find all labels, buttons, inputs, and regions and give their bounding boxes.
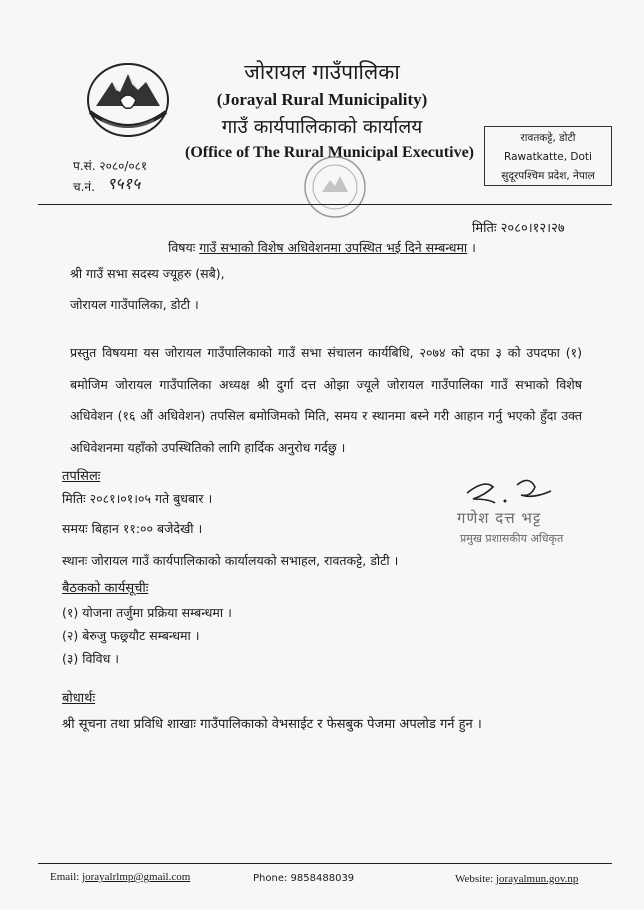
footer-phone (253, 873, 354, 884)
address-line-3: सुदूरपश्चिम प्रदेश, नेपाल (501, 170, 595, 182)
subject-text: गाउँ सभाको विशेष अधिवेशनमा उपस्थित भई दिने सम्बन्धमा (199, 240, 468, 255)
recipient-line-2: जोरायल गाउँपालिका, डोटी । (70, 297, 199, 312)
footer-email (50, 871, 190, 883)
email-label: Email: (50, 871, 80, 883)
letter-body: प्रस्तुत विषयमा यस जोरायल गाउँपालिकाको गाउँ सभा संचालन कार्यबिधि, २०७४ को दफा ३ को उपदफा (१) बमोजिम जोरायल गाउँपालिका अध्यक्ष श्री दुर्गा दत्त ओझा ज्यूले जोरायल गाउँपालिका गाउँ सभाको विशेष अधिवेशन (१६ औं अधिवेशन) तपसिल बमोजिमको मिति, समय र स्थानमा बस्ने गरी आहान गर्नु भएको हुँदा उक्त अधिवेशनमा यहाँको उपस्थितिको लागि हार्दिक अनुरोध गर्दछु । (70, 345, 582, 455)
cc-line: श्री सूचना तथा प्रविधि शाखाः गाउँपालिकाको वेभसाईट र फेसबुक पेजमा अपलोड गर्न हुन । (62, 717, 482, 732)
office-name-en: (Office of The Rural Municipal Executive) (185, 144, 474, 161)
office-name-np: गाउँ कार्यपालिकाको कार्यालय (221, 116, 423, 138)
address-line-2: Rawatkatte, Doti (504, 151, 592, 163)
letter-date: मितिः २०८०।१२।२७ (472, 221, 565, 236)
website-label: Website: (455, 873, 494, 885)
phone-number: 9858488039 (290, 873, 355, 884)
municipality-name-np: जोरायल गाउँपालिका (244, 60, 400, 84)
office-stamp-icon (300, 152, 370, 222)
schedule-time: समयः बिहान ११:०० बजेदेखी । (62, 521, 203, 536)
dispatch-number-label: च.नं. (73, 180, 95, 194)
website-link[interactable]: jorayalmun.gov.np (495, 873, 579, 885)
footer-divider (38, 863, 612, 864)
municipality-name-en: (Jorayal Rural Municipality) (216, 90, 428, 109)
email-link[interactable]: jorayalrlmp@gmail.com (82, 871, 191, 883)
cc-heading: बोधार्थः (62, 691, 96, 706)
agenda-item: (१) योजना तर्जुमा प्रक्रिया सम्बन्धमा । (62, 605, 232, 620)
address-line-1: रावतकट्टे, डोटी (520, 132, 576, 144)
address-box (484, 126, 612, 186)
schedule-date: मितिः २०८१।०१।०५ गते बुधबार । (62, 491, 213, 506)
subject-end: । (471, 240, 476, 255)
phone-label: Phone: (253, 873, 288, 884)
agenda-item: (३) विविध । (62, 651, 120, 666)
signatory-name: गणेश दत्त भट्ट (457, 509, 542, 527)
schedule-place: स्थानः जोरायल गाउँ कार्यपालिकाको कार्यालयको सभाहल, रावतकट्टे, डोटी । (62, 553, 399, 568)
subject-label: विषयः (168, 240, 196, 255)
header-divider (38, 204, 612, 205)
footer-website (455, 873, 578, 885)
recipient-line-1: श्री गाउँ सभा सदस्य ज्यूहरु (सबै), (70, 266, 225, 281)
dispatch-number-value: ९५१५ (107, 174, 141, 193)
letter-subject (0, 239, 644, 256)
schedule-heading: तपसिलः (62, 469, 101, 484)
signatory-title: प्रमुख प्रशासकीय अधिकृत (460, 532, 564, 545)
agenda-item: (२) बेरुजु फछ्र्यौट सम्बन्धमा । (62, 628, 200, 643)
agenda-heading: बैठकको कार्यसूचीः (62, 581, 149, 596)
reference-number: प.सं. २०८०/०८१ (73, 159, 148, 173)
